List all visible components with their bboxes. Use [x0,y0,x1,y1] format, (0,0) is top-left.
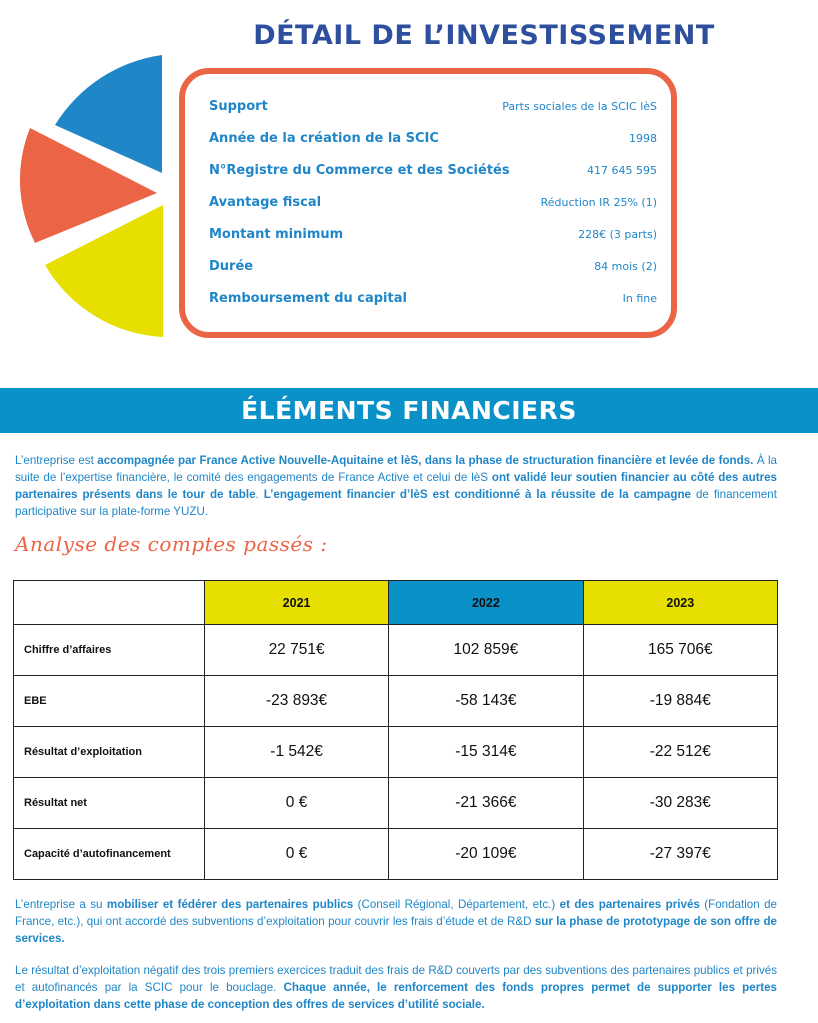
text-run: (Fondation de France, etc.), qui ont accordé des subventions d’exploitation pour couvrir les frais d’étude et de R&D [15,898,778,928]
detail-row [209,128,657,148]
financial-elements-banner: ÉLÉMENTS FINANCIERS [0,388,818,433]
detail-value: 84 mois (2) [594,259,657,273]
partners-paragraph [15,896,777,947]
detail-label: N°Registre du Commerce et des Sociétés [209,162,510,178]
bold-text-run: ont validé leur soutien financier au côté des autres partenaires présents dans le tour de table [15,471,777,501]
table-cell: -22 512€ [583,727,777,778]
row-label: EBE [14,676,205,727]
text-run: de financement participative sur la plate-forme YUZU. [15,488,777,518]
table-cell: -1 542€ [205,727,389,778]
bold-text-run: mobiliser et fédérer des partenaires publics [106,898,354,911]
detail-value: 1998 [629,131,657,145]
detail-value: In fine [622,291,657,305]
text-run: L’entreprise est [15,454,98,467]
detail-row [209,160,657,180]
bold-text-run: accompagnée par France Active Nouvelle-Aquitaine et lèS, dans la phase de structuration financière et levée de fonds. [97,454,754,467]
table-cell: -58 143€ [389,676,583,727]
row-label: Résultat net [14,778,205,829]
table-cell: -23 893€ [205,676,389,727]
text-run: . [255,488,264,501]
detail-value: Parts sociales de la SCIC lèS [502,99,657,113]
detail-row [209,288,657,308]
investment-detail-box [179,68,677,338]
detail-label: Avantage fiscal [209,194,322,210]
detail-label: Remboursement du capital [209,290,407,306]
detail-row [209,96,657,116]
table-row [14,829,778,880]
table-row [14,625,778,676]
detail-value: Réduction IR 25% (1) [540,195,657,209]
table-row [14,778,778,829]
detail-row [209,224,657,244]
table-cell: 22 751€ [205,625,389,676]
detail-label: Support [209,98,268,114]
detail-value: 417 645 595 [587,163,657,177]
detail-value: 228€ (3 parts) [578,227,657,241]
table-cell: -19 884€ [583,676,777,727]
detail-label: Durée [209,258,254,274]
table-cell: 0 € [205,829,389,880]
table-row [14,727,778,778]
table-header-row [14,581,778,625]
row-label: Résultat d’exploitation [14,727,205,778]
table-row [14,676,778,727]
bold-text-run: Chaque année, le renforcement des fonds propres permet de supporter les pertes d’exploitation dans cette phase de conception des offres de services d’utilité sociale. [15,981,777,1011]
bold-text-run: sur la phase de prototypage de son offre de services. [15,915,777,945]
intro-paragraph [15,452,777,520]
text-run: Le résultat d’exploitation négatif des trois premiers exercices traduit des frais de R&D couverts par des subventions des partenaires publics et privés et autofinancés par la SCIC pour le bouclage. [15,964,777,994]
detail-row [209,192,657,212]
detail-label: Année de la création de la SCIC [209,130,439,146]
row-label: Chiffre d’affaires [14,625,205,676]
table-corner-cell [14,581,205,625]
financial-table [13,580,778,880]
table-cell: 102 859€ [389,625,583,676]
past-accounts-analysis-title: Analyse des comptes passés : [15,532,328,556]
bold-text-run: L’engagement financier d’lèS est conditionné à la réussite de la campagne [263,488,691,501]
investment-detail-title: DÉTAIL DE L’INVESTISSEMENT [253,20,715,51]
detail-row [209,256,657,276]
operating-result-paragraph [15,962,777,1013]
text-run: À la suite de l’expertise financière, le comité des engagements de France Active et celui de lèS [15,454,777,484]
table-cell: -27 397€ [583,829,777,880]
row-label: Capacité d’autofinancement [14,829,205,880]
year-header: 2023 [583,581,777,625]
table-cell: -21 366€ [389,778,583,829]
year-header: 2022 [389,581,583,625]
text-run: L’entreprise a su [15,898,107,911]
text-run: (Conseil Régional, Département, etc.) [353,898,560,911]
table-cell: 165 706€ [583,625,777,676]
table-cell: -30 283€ [583,778,777,829]
table-cell: 0 € [205,778,389,829]
table-cell: -15 314€ [389,727,583,778]
year-header: 2021 [205,581,389,625]
decorative-pie-graphic [0,25,200,345]
detail-label: Montant minimum [209,226,344,242]
table-cell: -20 109€ [389,829,583,880]
bold-text-run: et des partenaires privés [559,898,700,911]
